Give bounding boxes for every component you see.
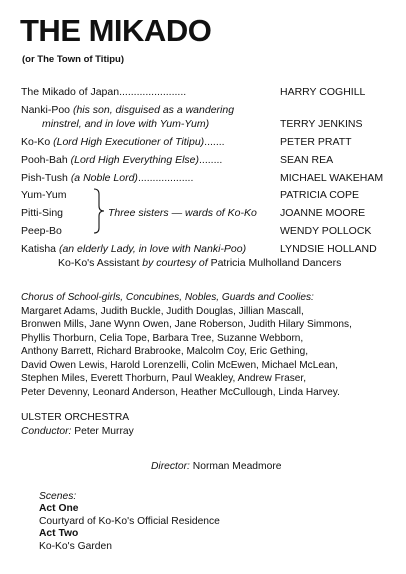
act-scene: Courtyard of Ko-Ko's Official Residence — [39, 515, 220, 527]
leader-dots: ....................... — [119, 86, 187, 98]
cast-row-mikado — [21, 85, 401, 99]
actor-name: HARRY COGHILL — [280, 86, 366, 98]
page-title: THE MIKADO — [20, 13, 212, 48]
actor-name: MICHAEL WAKEHAM — [280, 172, 384, 184]
cast-row-pitti-sing — [21, 206, 401, 220]
role-description: (his son, disguised as a wandering — [72, 104, 235, 116]
actor-name: WENDY POLLOCK — [280, 225, 372, 237]
cast-row-nanki-poo-cont — [21, 117, 401, 131]
chorus-heading: Chorus of School-girls, Concubines, Nobles, Guards and Coolies: — [21, 292, 314, 303]
chorus-section — [21, 291, 406, 399]
role-description: (an elderly Lady, in love with Nanki-Poo) — [58, 243, 247, 255]
role-name: Pooh-Bah — [21, 154, 68, 166]
role-description: (a Noble Lord) — [70, 172, 138, 184]
role-name: Yum-Yum — [21, 189, 67, 201]
assistant-credit — [58, 256, 341, 270]
chorus-line: Bronwen Mills, Jane Wynn Owen, Jane Roberson, Judith Hilary Simmons, — [21, 319, 352, 330]
scenes-heading: Scenes: — [39, 491, 77, 502]
scenes-section — [39, 491, 220, 553]
role-description: minstrel, and in love with Yum-Yum) — [42, 118, 210, 130]
chorus-line: Peter Devenny, Leonard Anderson, Heather McCullough, Linda Harvey. — [21, 386, 340, 398]
courtesy-text: by courtesy of — [142, 257, 208, 269]
role-name: Ko-Ko — [21, 136, 51, 148]
role-name: Pish-Tush — [21, 172, 68, 184]
role-description: (Lord High Everything Else) — [70, 154, 200, 166]
leader-dots: ........ — [199, 154, 223, 166]
role-name: Nanki-Poo — [21, 104, 71, 116]
role-name: The Mikado of Japan — [21, 86, 120, 98]
role-description: (Lord High Executioner of Titipu) — [53, 136, 205, 148]
cast-row-ko-ko — [21, 135, 401, 149]
chorus-line: Margaret Adams, Judith Buckle, Judith Douglas, Jillian Mascall, — [21, 305, 304, 317]
cast-row-pish-tush — [21, 171, 401, 185]
leader-dots: ....... — [204, 136, 225, 148]
cast-row-katisha — [21, 242, 401, 256]
director-name: Norman Meadmore — [192, 461, 282, 472]
chorus-line: Anthony Barrett, Richard Brabrooke, Malcolm Coy, Eric Gething, — [21, 346, 309, 357]
role-name: Pitti-Sing — [21, 207, 64, 219]
assistant-label: Ko-Ko's Assistant — [58, 257, 140, 269]
chorus-line: Stephen Miles, Everett Thorburn, Paul Weakley, Andrew Fraser, — [21, 373, 307, 384]
cast-row-pooh-bah — [21, 153, 401, 167]
director-label: Director: — [151, 461, 190, 472]
director-credit — [151, 460, 281, 474]
actor-name: PATRICIA COPE — [280, 189, 359, 201]
actor-name: SEAN REA — [280, 154, 334, 166]
conductor-name: Peter Murray — [74, 425, 134, 437]
chorus-line: David Owen Lewis, Harold Lorenzelli, Colin McEwen, Michael McLean, — [21, 359, 338, 371]
act-title: Act Two — [39, 528, 79, 540]
cast-row-peep-bo — [21, 224, 401, 238]
actor-name: LYNDSIE HOLLAND — [280, 243, 377, 255]
orchestra-credit — [21, 411, 134, 438]
cast-row-nanki-poo — [21, 103, 401, 117]
orchestra-name: ULSTER ORCHESTRA — [21, 412, 130, 423]
dance-company: Patricia Mulholland Dancers — [210, 257, 342, 269]
cast-row-yum-yum — [21, 188, 401, 202]
conductor-label: Conductor: — [21, 425, 72, 437]
actor-name: PETER PRATT — [280, 136, 352, 148]
act-title: Act One — [39, 503, 79, 515]
act-scene: Ko-Ko's Garden — [39, 540, 112, 552]
leader-dots: ................... — [137, 172, 194, 184]
actor-name: TERRY JENKINS — [280, 118, 363, 130]
page-subtitle: (or The Town of Titipu) — [22, 54, 125, 65]
role-name: Peep-Bo — [21, 225, 62, 237]
chorus-line: Phyllis Thorburn, Celia Tope, Barbara Tree, Suzanne Webborn, — [21, 332, 304, 344]
role-name: Katisha — [21, 243, 57, 255]
actor-name: JOANNE MOORE — [280, 207, 366, 219]
sisters-note: Three sisters — wards of Ko-Ko — [108, 207, 257, 219]
sisters-brace — [93, 188, 105, 234]
